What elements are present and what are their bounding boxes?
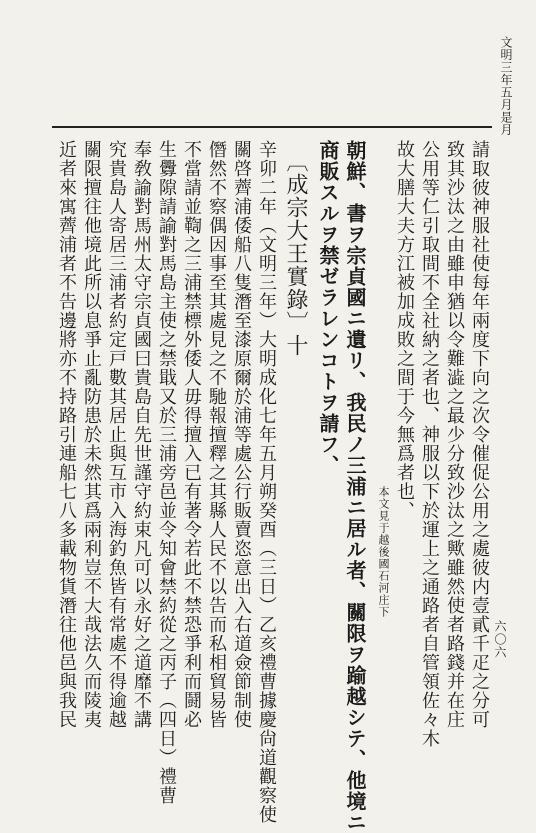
text-column-5: 朝鮮、書ヲ宗貞國ニ遺リ、我民ノ三浦ニ居ル者、關限ヲ踰越シテ、他境ニ — [343, 140, 367, 833]
text-column-13: 奉敎諭對馬州太守宗貞國曰貴島自先世謹守約束凡可以永好之道靡不講 — [131, 140, 152, 729]
text-column-11: 不當請並鞫之三浦禁標外倭人毋得擅入已有著令若此不禁恐爭利而鬪必 — [181, 140, 202, 729]
text-column-4: 故大膳大夫方江被加成敗之間于今無爲者也、 — [394, 140, 415, 520]
text-column-6: 商販スルヲ禁ゼラレンコトヲ請フ、 — [316, 140, 340, 476]
text-column-14: 究貴島人寄居三浦者約定戸數其居止與互市入海釣魚皆有常處不得逾越 — [106, 140, 127, 729]
header-rule — [52, 126, 492, 128]
text-column-8: 辛卯二年（文明三年）大明成化七年五月朔癸酉（三日）乙亥禮曹據慶尙道觀察使 — [256, 140, 277, 824]
running-title: 文明三年五月是月 — [499, 36, 513, 136]
text-column-1: 請取彼神服社使每年兩度下向之次令催促公用之處彼内壹貳千疋之分可 — [469, 140, 490, 729]
text-column-2: 致其沙汰之由雖申猶以令難澁之最少分致沙汰之歟雖然使者路錢并在庄 — [444, 140, 465, 729]
text-column-9: 關啓薺浦倭船八隻潛至漆原爾於浦等處公行販賣恣意出入右道僉節制使 — [231, 140, 252, 729]
text-column-15: 關限擅往他境此所以息爭止亂防患於未然其爲兩利豈不大哉法久而陵夷 — [81, 140, 102, 729]
source-title: 〔成宗大王實錄〕十 — [283, 150, 308, 357]
margin-note-col4: 本文見于越後國石河庄下 — [377, 486, 390, 618]
page-number: 六〇六 — [493, 620, 507, 659]
text-column-3: 公用等仁引取間不全社納之者也、神服以下於運上之通路者自管領佐々木 — [419, 140, 440, 748]
text-column-10: 僭然不察偶因事至其處見之不馳報擅釋之其縣人民不以告而私相貿易皆 — [206, 140, 227, 729]
text-column-16: 近者來寓薺浦者不告邊將亦不持路引連船七八多載物貨潛往他邑與我民 — [56, 140, 77, 729]
text-column-12: 生釁隙請諭對馬島主使之禁戢又於三浦旁邑並令知會禁約從之丙子（四日）禮曹 — [156, 140, 177, 805]
